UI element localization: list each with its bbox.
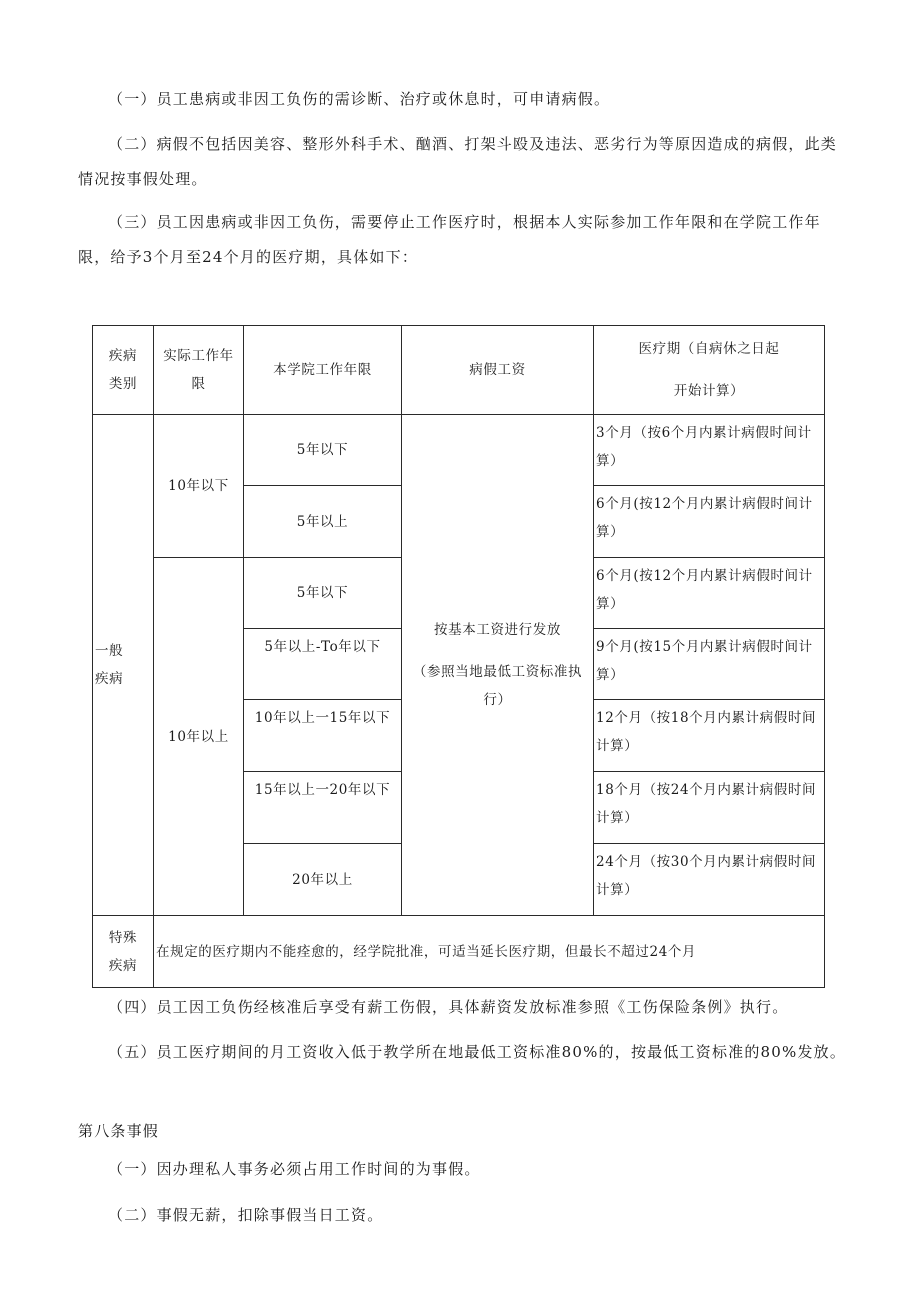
paragraph-personal-leave-1: （一）因办理私人事务必须占用工作时间的为事假。 [108, 1160, 481, 1178]
sick-pay-cell [402, 415, 594, 916]
paragraph-personal-leave-2: （二）事假无薪，扣除事假当日工资。 [108, 1206, 384, 1224]
period-cell: 3个月（按6个月内累计病假时间计算） [594, 415, 825, 486]
period-cell: 12个月（按18个月内累计病假时间计算） [594, 700, 825, 772]
college-years-cell: 20年以上 [244, 844, 402, 916]
paragraph-work-injury: （四）员工因工负伤经核准后享受有薪工伤假，具体薪资发放标准参照《工伤保险条例》执行。 [108, 998, 789, 1016]
college-years-cell: 5年以上-To年以下 [244, 629, 402, 700]
medical-period-table [92, 325, 825, 988]
college-years-cell: 5年以上 [244, 486, 402, 558]
college-years-cell: 10年以上一15年以下 [244, 700, 402, 772]
college-years-cell: 5年以下 [244, 558, 402, 629]
table-header-row [93, 326, 825, 415]
article-heading: 第八条事假 [78, 1122, 160, 1140]
header-period-line1: 医疗期（自病休之日起 [638, 341, 780, 357]
header-category: 疾病类别 [93, 326, 154, 415]
paragraph-medical-wage: （五）员工医疗期间的月工资收入低于教学所在地最低工资标准80%的，按最低工资标准的80%发放。 [108, 1043, 847, 1061]
period-cell: 9个月(按15个月内累计病假时间计算） [594, 629, 825, 700]
period-cell: 6个月(按12个月内累计病假时间计算） [594, 558, 825, 629]
paragraph-sick-leave-1: （一）员工患病或非因工负伤的需诊断、治疗或休息时，可申请病假。 [108, 90, 611, 108]
paragraph-sick-leave-3: （三）员工因患病或非因工负伤，需要停止工作医疗时，根据本人实际参加工作年限和在学院工作年限，给予3个月至24个月的医疗期，具体如下： [78, 213, 821, 266]
period-cell: 24个月（按30个月内累计病假时间计算） [594, 844, 825, 916]
group-a-years-cell: 10年以下 [154, 415, 244, 558]
period-cell: 6个月(按12个月内累计病假时间计算） [594, 486, 825, 558]
header-actual-years: 实际工作年限 [154, 326, 244, 415]
special-category-cell: 特殊疾病 [93, 916, 154, 988]
sick-pay-main: 按基本工资进行发放 [434, 622, 561, 638]
header-period [594, 326, 825, 415]
header-period-line2: 开始计算） [673, 383, 745, 399]
table-row [93, 415, 825, 486]
paragraph-sick-leave-2: （二）病假不包括因美容、整形外科手术、酗酒、打架斗殴及违法、恶劣行为等原因造成的病假，此类情况按事假处理。 [78, 135, 838, 188]
college-years-cell: 5年以下 [244, 415, 402, 486]
general-category-cell: 一般疾病 [93, 415, 154, 916]
special-disease-row [93, 916, 825, 988]
special-text-cell: 在规定的医疗期内不能痊愈的，经学院批准，可适当延长医疗期，但最长不超过24个月 [154, 916, 825, 988]
sick-pay-note: （参照当地最低工资标准执行） [412, 664, 583, 708]
group-b-years-cell: 10年以上 [154, 558, 244, 916]
period-cell: 18个月（按24个月内累计病假时间计算） [594, 772, 825, 844]
header-sick-pay: 病假工资 [402, 326, 594, 415]
header-college-years: 本学院工作年限 [244, 326, 402, 415]
college-years-cell: 15年以上一20年以下 [244, 772, 402, 844]
